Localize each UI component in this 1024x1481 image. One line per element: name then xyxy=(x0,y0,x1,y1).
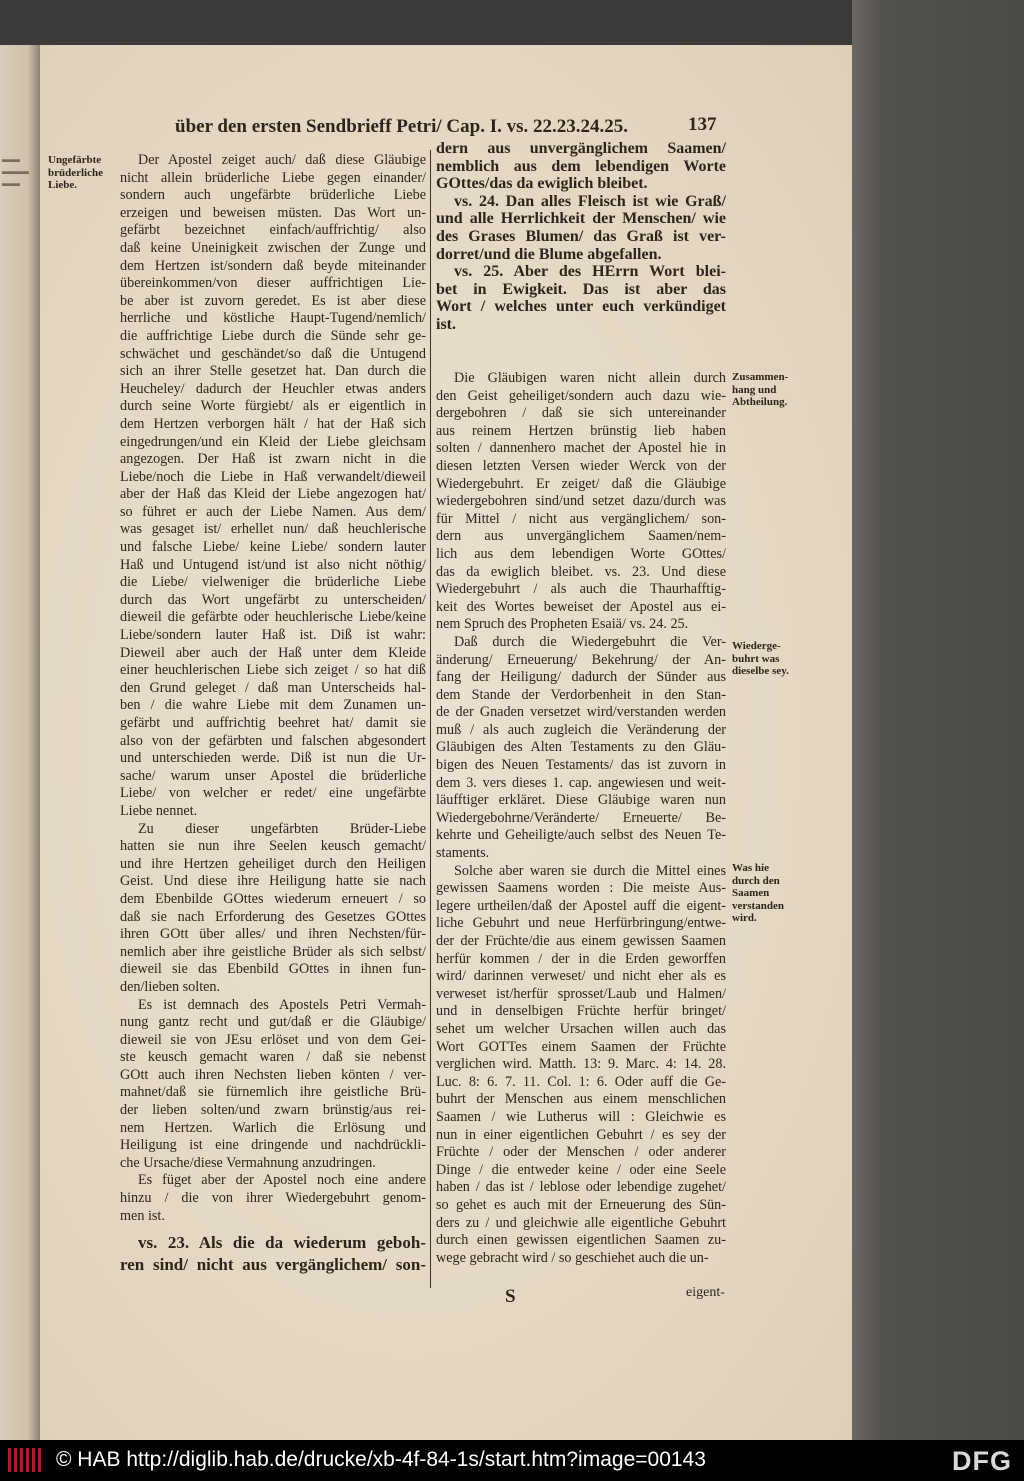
text-line: buhrt der Menschen aus einem menschlichen xyxy=(436,1091,726,1108)
text-line: und ihre Hertzen geheiliget durch den Heiligen xyxy=(120,855,426,872)
dfg-logo: DFG xyxy=(952,1446,1012,1476)
text-line: Zu dieser ungefärbten Brüder-Liebe xyxy=(138,820,426,837)
text-line: ihren GOtt über alles/ und ihren Nechsten/für- xyxy=(120,926,426,943)
text-line: gefärbt und auffrichtig beehret hat/ damit sie xyxy=(120,715,426,731)
page-number: 137 xyxy=(688,114,717,135)
text-line: verweset ist/herfür sprosset/Laub und Halmen/ xyxy=(436,985,726,1002)
text-line: was gesaget ist/ erhellet nun/ daß heuchlerische xyxy=(120,521,426,538)
text-line: angezogen. Der Haß ist zwarn nicht in die xyxy=(120,451,426,468)
left-column-text xyxy=(120,152,426,1225)
text-line: dieweil sie von JEsu erlöset und von dem Gei- xyxy=(120,1031,426,1048)
text-line: verglichen wird. Matth. 13: 9. Marc. 4: 14. 28. xyxy=(436,1056,726,1073)
text-line: GOttes/das da ewiglich bleibet. xyxy=(436,175,648,193)
text-line: nun in einer eigentlichen Gebuhrt / es sey der xyxy=(436,1126,726,1143)
catchword: eigent- xyxy=(686,1285,725,1300)
note-line: hang und xyxy=(732,383,777,396)
text-line: nem Hertzen. Warlich die Erlösung und xyxy=(120,1119,426,1136)
margin-note-left xyxy=(48,154,103,192)
text-line: durch seine Worte fürgiebt/ als er eigentlich in xyxy=(120,398,426,415)
text-line: vs. 25. Aber des HErrn Wort blei- xyxy=(454,263,726,281)
text-line: herfür kommen / der in die Erden geworffen xyxy=(436,950,726,967)
text-line: dem Hertzen verborgen hält / hat der Haß sich xyxy=(120,415,426,432)
text-line: Der Apostel zeiget auch/ daß diese Gläubige xyxy=(138,152,426,168)
margin-note-right-3 xyxy=(732,862,784,925)
text-line: die Liebe/ vielweniger die brüderliche Liebe xyxy=(120,574,426,591)
text-line: mahnet/daß sie fürnemlich ihre geistliche Brü- xyxy=(120,1084,426,1101)
text-line: und alle Herrlichkeit der Menschen/ wie xyxy=(436,210,726,228)
text-line: schwächet und geschändet/so daß die Untugend xyxy=(120,345,426,362)
text-line: den/lieben solten. xyxy=(120,978,221,995)
text-line: änderung/ Erneuerung/ Bekehrung/ der An- xyxy=(436,651,726,668)
left-column-verse-23 xyxy=(120,1232,426,1276)
text-line: Liebe/sondern lauter Haß ist. Diß ist wahr: xyxy=(120,627,426,644)
running-title: über den ersten Sendbrieff Petri/ Cap. I. vs. 22.23.24.25. xyxy=(175,116,628,137)
note-line: Abtheilung. xyxy=(732,396,788,408)
text-line: gewissen Saamens worden : Die meiste Aus- xyxy=(436,880,726,897)
text-line: staments. xyxy=(436,845,490,862)
text-line: fang der Heiligung/ dadurch der Sünder aus xyxy=(436,669,726,686)
text-line: nemlich aber ihre geistliche Brüder als sich selbst/ xyxy=(120,943,426,960)
text-line: dem 3. vers dieses 1. cap. angewiesen und weit- xyxy=(436,774,726,791)
text-line: den Geist geheiliget/sondern auch dazu wie- xyxy=(436,387,726,404)
text-line: Gläubigen des Alten Testaments zu den Gläu- xyxy=(436,739,726,756)
text-line: Saamen / wie Lutherus will : Gleichwie es xyxy=(436,1108,726,1125)
text-line: wird/ darinnen verweset/ und nicht eher als es xyxy=(436,968,726,985)
text-line: Haß und Untugend ist/und ist also nicht nöthig/ xyxy=(120,556,426,573)
text-line: diesen letzten Versen wieder Werck von der xyxy=(436,457,726,474)
text-line: durch das Wort ungefärbt zu unterscheiden/ xyxy=(120,591,426,608)
previous-page-text-fragment: ▬▬ ▬▬▬ ▬▬ xyxy=(2,154,29,188)
text-line: dem Stande der Verdorbenheit in den Stan- xyxy=(436,686,726,703)
text-line: Früchte / oder der Menschen / oder anderer xyxy=(436,1144,726,1161)
right-column-text xyxy=(436,370,726,1267)
note-line: Ungefärbte xyxy=(48,154,102,166)
text-line: daß sie nach Erforderung des Gesetzes GOttes xyxy=(120,908,426,925)
text-line: durch einen gewissen eigentlichen Saamen zu- xyxy=(436,1232,726,1249)
text-line: kehrte und Geheiligte/auch selbst des Neuen Te- xyxy=(436,827,726,844)
text-line: ren sind/ nicht aus vergänglichem/ son- xyxy=(120,1255,426,1274)
text-line: de der Gnaden versetzet wird/verstanden werden xyxy=(436,704,726,721)
text-line: Heiligung ist eine dringende und nachdrückli- xyxy=(120,1137,426,1154)
text-line: Luc. 8: 6. 7. 11. Col. 1: 6. Oder auff die Ge- xyxy=(436,1073,726,1090)
text-line: nicht allein brüderliche Liebe gegen einander/ xyxy=(120,169,426,186)
text-line: also von der gefärbten und falschen abgesondert xyxy=(120,732,426,749)
text-line: Daß durch die Wiedergebuhrt die Ver- xyxy=(454,633,726,650)
text-line: Wort / welches unter euch verkündiget xyxy=(436,298,726,316)
text-line: hatten sie nun ihre Seelen keusch gemacht/ xyxy=(120,838,426,855)
previous-page-edge xyxy=(0,45,40,1440)
text-line: läufftiger erkläret. Diese Gläubige waren nun xyxy=(436,792,726,809)
text-line: Wort GOTTes einem Saamen der Früchte xyxy=(436,1038,726,1055)
text-line: bet in Ewigkeit. Das ist aber das xyxy=(436,280,726,298)
text-line: che Ursache/diese Vermahnung anzudringen. xyxy=(120,1154,376,1171)
text-line: sehet um welcher Ursachen willen auch das xyxy=(436,1020,726,1037)
text-line: muß / als auch zugleich die Veränderung der xyxy=(436,721,726,738)
text-line: Solche aber waren sie durch die Mittel eines xyxy=(454,862,726,879)
text-line: ist. xyxy=(436,315,456,333)
margin-note-right-2 xyxy=(732,640,789,678)
text-line: GOtt auch ihren Nechsten lieben könten / ver- xyxy=(120,1066,426,1083)
text-line: Liebe/noch die Liebe in Haß verwandelt/dieweil xyxy=(120,468,426,485)
note-line: Liebe. xyxy=(48,179,78,191)
text-line: Heucheley/ dadurch der Heuchler etwas anders xyxy=(120,380,426,397)
text-line: sache/ warum unser Apostel die brüderliche xyxy=(120,767,426,784)
note-line: buhrt was xyxy=(732,652,780,665)
text-line: der lieben solten/und zwarn brünstig/aus rei- xyxy=(120,1102,426,1119)
note-line: durch den xyxy=(732,874,780,887)
text-line: wege gebracht wird / so geschiehet auch die un- xyxy=(436,1249,709,1266)
text-line: Es ist demnach des Apostels Petri Vermah- xyxy=(138,996,426,1013)
text-line: den Grund geleget / daß man Unterscheids hal- xyxy=(120,679,426,696)
text-line: haben / das ist / leblose oder lebendige zugehet/ xyxy=(436,1179,726,1196)
text-line: und falsche Liebe/ keine Liebe/ sondern lauter xyxy=(120,539,426,556)
text-line: die auffrichtige Liebe durch die Sünde sehr ge- xyxy=(120,327,426,344)
text-line: aus reinem Hertzen brünstig lieb haben xyxy=(436,422,726,439)
note-line: Was hie xyxy=(732,862,769,874)
text-line: aber der Haß das Kleid der Liebe angezogen hat/ xyxy=(120,486,426,503)
text-line: dergebohren / daß sie sich untereinander xyxy=(436,405,726,422)
text-line: Wiedergebohrne/Veränderte/ Erneuerte/ Be- xyxy=(436,809,726,826)
text-line: vs. 23. Als die da wiederum geboh- xyxy=(138,1233,426,1252)
text-line: ste keusch gemacht waren / daß sie nebenst xyxy=(120,1049,426,1066)
text-line: Es füget aber der Apostel noch eine andere xyxy=(138,1172,426,1189)
text-line: bigen des Neuen Testaments/ das ist zuvorn in xyxy=(436,757,726,774)
text-line: erzeigen und beweisen müsten. Das Wort un- xyxy=(120,204,426,221)
copyright-url[interactable]: © HAB http://diglib.hab.de/drucke/xb-4f-84-1s/start.htm?image=00143 xyxy=(56,1448,706,1471)
text-line: Dinge / die entweder keine / oder eine Seele xyxy=(436,1161,726,1178)
text-line: keit des Wortes beweiset der Apostel aus ei- xyxy=(436,598,726,615)
text-line: und unterschieden werde. Diß ist nun die Ur- xyxy=(120,750,426,767)
signature-mark: S xyxy=(505,1286,516,1307)
note-line: Saamen xyxy=(732,887,770,899)
text-line: nung gantz recht und gut/daß er die Gläubige/ xyxy=(120,1014,426,1031)
text-line: dern aus unvergänglichem Saamen/nem- xyxy=(436,528,726,545)
right-column-verse-text xyxy=(436,140,726,334)
text-line: Dieweil aber auch der Haß unter dem Kleide xyxy=(120,644,426,661)
text-line: Wiedergebuhrt / als auch die Thaurhafftig- xyxy=(436,581,726,598)
note-line: dieselbe sey. xyxy=(732,665,789,677)
text-line: nemblich aus dem lebendigen Worte xyxy=(436,157,726,175)
note-line: brüderliche xyxy=(48,166,103,179)
text-line: sondern auch ungefärbte brüderliche Liebe xyxy=(120,187,426,204)
text-line: dieweil die gefärbte oder heuchlerische Liebe/keine xyxy=(120,609,426,626)
text-line: lich aus dem lebendigen Worte GOttes/ xyxy=(436,545,726,562)
text-line: für Mittel / nicht aus vergänglichem/ son- xyxy=(436,510,726,527)
text-line: Liebe nennet. xyxy=(120,802,198,819)
text-line: sich an ihrer Stelle gesetzet hat. Dan durch die xyxy=(120,363,426,380)
text-line: vs. 24. Dan alles Fleisch ist wie Graß/ xyxy=(454,192,726,210)
text-line: übereinkommen/von dieser auffrichtigen Lie- xyxy=(120,275,426,292)
note-line: Zusammen- xyxy=(732,371,789,383)
text-line: legere urtheilen/daß der Apostel auff die eigent- xyxy=(436,897,726,914)
text-line: ders zu / und gleichwie alle eigentliche Gebuhrt xyxy=(436,1214,726,1231)
text-line: des Grases Blumen/ das Graß ist ver- xyxy=(436,227,726,245)
text-line: daß keine Uneinigkeit zwischen der Zunge und xyxy=(120,239,426,256)
text-line: dern aus unvergänglichem Saamen/ xyxy=(436,140,726,157)
note-line: verstanden xyxy=(732,899,784,912)
text-line: Wiedergebuhrt. Er zeiget/ daß die Gläubige xyxy=(436,475,726,492)
hab-logo-icon xyxy=(8,1448,42,1472)
text-line: Geist. Und diese ihre Heiligung hatte sie nach xyxy=(120,873,426,890)
text-line: und in denselbigen Früchte herfür bringet/ xyxy=(436,1003,726,1020)
text-line: dem Ebenbilde GOttes wiederum erneuert / so xyxy=(120,890,426,907)
text-line: solten / dannenhero machet der Apostel hie in xyxy=(436,440,726,457)
text-line: so führet er auch der Liebe Namen. Aus dem/ xyxy=(120,503,426,520)
text-line: dorret/und die Blume abgefallen. xyxy=(436,245,662,263)
note-line: wird. xyxy=(732,912,757,924)
text-line: Liebe/ von welcher er redet/ eine ungefärbte xyxy=(120,785,426,802)
text-line: eingedrungen/und ein Kleid der Liebe gleichsam xyxy=(120,433,426,450)
footer-bar xyxy=(0,1440,1024,1481)
text-line: be aber ist zuvorn geredet. Es ist aber diese xyxy=(120,292,426,309)
text-line: einer heuchlerischen Liebe sich zeiget / so hat diß xyxy=(120,662,426,679)
note-line: Wiederge- xyxy=(732,640,781,652)
text-line: ben / die wahre Liebe mit dem Zunamen un- xyxy=(120,697,426,714)
margin-note-right-1 xyxy=(732,371,788,409)
text-line: gefärbt bezeichnet einfach/auffrichtig/ also xyxy=(120,222,426,239)
text-line: dieweil sie das Ebenbild GOttes in ihnen fun- xyxy=(120,961,426,978)
text-line: wiedergebohren sind/und setzet dazu/durch was xyxy=(436,493,726,510)
scan-background-right xyxy=(852,0,1024,1440)
text-line: Die Gläubigen waren nicht allein durch xyxy=(454,370,726,386)
text-line: hinzu / die von ihrer Wiedergebuhrt genom- xyxy=(120,1190,426,1207)
text-line: der der Früchte/die aus einem gewissen Saamen xyxy=(436,933,726,949)
text-line: das da ewiglich bleibet. vs. 23. Und diese xyxy=(436,563,726,580)
column-divider xyxy=(430,150,431,1288)
text-line: men ist. xyxy=(120,1207,165,1224)
text-line: dem Hertzen ist/sondern daß beyde miteinander xyxy=(120,257,426,274)
text-line: herrliche und köstliche Haupt-Tugend/nemlich/ xyxy=(120,310,426,327)
text-line: liche Gebuhrt und neue Herfürbringung/entwe- xyxy=(436,915,726,932)
text-line: so gehet es auch mit der Erneuerung des Sün- xyxy=(436,1196,726,1213)
text-line: nem Spruch des Propheten Esaiä/ vs. 24. 25. xyxy=(436,616,689,633)
